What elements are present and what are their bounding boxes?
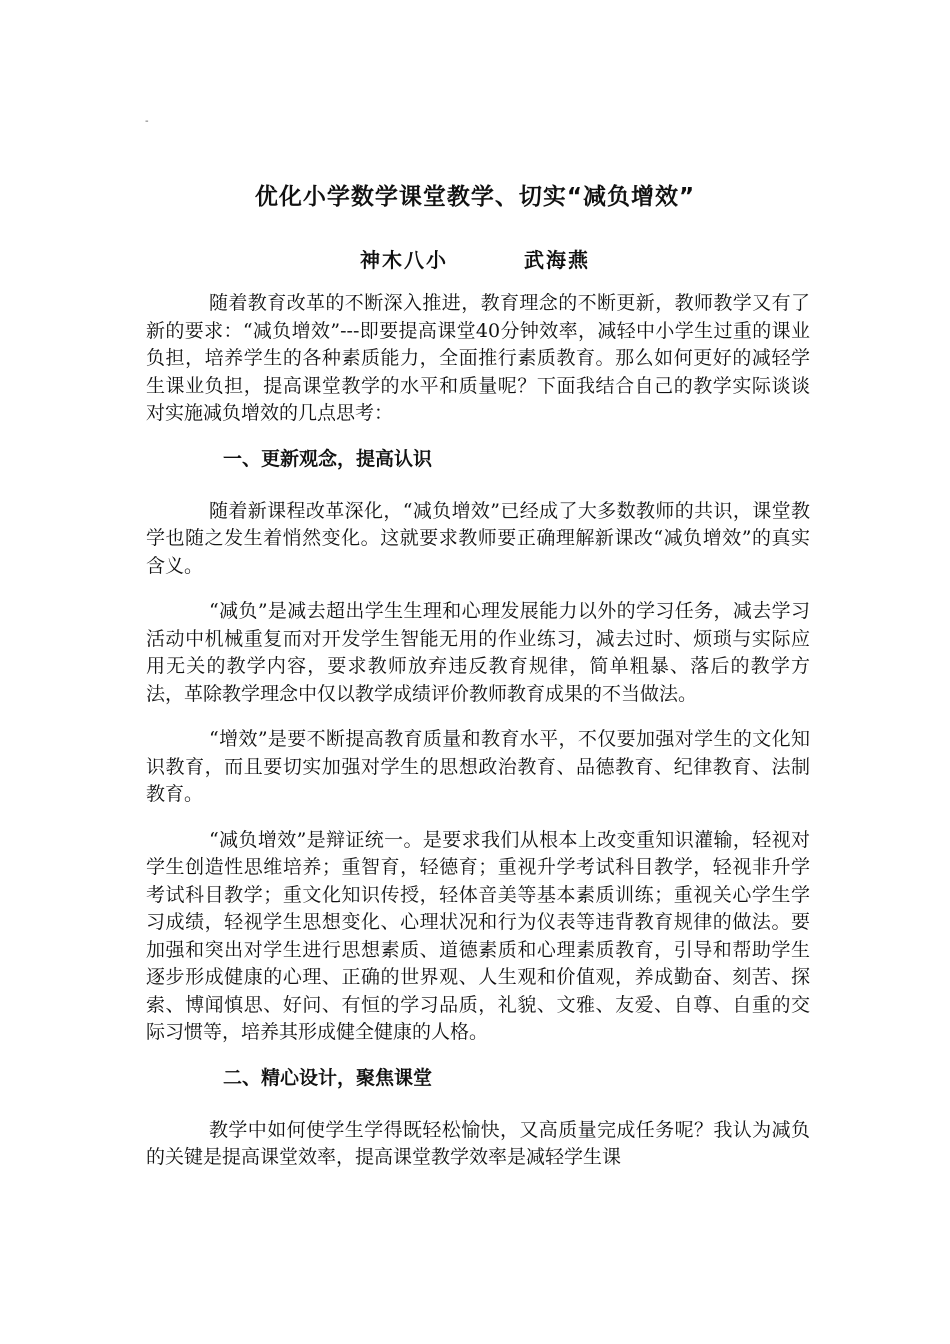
section1-paragraph: “减负增效”是辩证统一。是要求我们从根本上改变重知识灌输，轻视对学生创造性思维培养；重智育，轻德育；重视升学考试科目教学，轻视非升学考试科目教学；重文化知识传授，轻体音美等基本素质训练；重视关心学生学习成绩，轻视学生思想变化、心理状况和行为仪表等违背教育规律的做法。要加强和突出对学生进行思想素质、道德素质和心理素质教育，引导和帮助学生逐步形成健康的心理、正确的世界观、人生观和价值观，养成勤奋、刻苦、探索、博闻慎思、好问、有恒的学习品质，礼貌、文雅、友爱、自尊、自重的交际习惯等，培养其形成健全健康的人格。	[146, 828, 810, 1043]
section-heading-2: 二、精心设计，聚焦课堂	[223, 1066, 433, 1089]
section-heading-1: 一、更新观念，提高认识	[223, 447, 433, 470]
corner-mark: -	[145, 116, 149, 127]
author-school: 神木八小	[360, 248, 448, 272]
document-title: 优化小学数学课堂教学、切实“减负增效”	[254, 184, 696, 210]
byline	[0, 244, 950, 273]
section1-paragraph: 随着新课程改革深化，“减负增效”已经成了大多数教师的共识，课堂教学也随之发生着悄然变化。这就要求教师要正确理解新课改“减负增效”的真实含义。	[146, 499, 810, 577]
section1-paragraph: “增效”是要不断提高教育质量和教育水平，不仅要加强对学生的文化知识教育，而且要切实加强对学生的思想政治教育、品德教育、纪律教育、法制教育。	[146, 728, 810, 805]
section2-paragraph: 教学中如何使学生学得既轻松愉快，又高质量完成任务呢？我认为减负的关键是提高课堂效率，提高课堂教学效率是减轻学生课	[146, 1118, 810, 1168]
document-body	[146, 290, 810, 1172]
author-name: 武海燕	[524, 248, 590, 272]
intro-paragraph: 随着教育改革的不断深入推进，教育理念的不断更新，教师教学又有了新的要求：“减负增效”---即要提高课堂40分钟效率，减轻中小学生过重的课业负担，培养学生的各种素质能力，全面推行素质教育。那么如何更好的减轻学生课业负担，提高课堂教学的水平和质量呢？下面我结合自己的教学实际谈谈对实施减负增效的几点思考：	[146, 292, 810, 424]
section1-paragraph: “减负”是减去超出学生生理和心理发展能力以外的学习任务，减去学习活动中机械重复而对开发学生智能无用的作业练习，减去过时、烦琐与实际应用无关的教学内容，要求教师放弃违反教育规律，简单粗暴、落后的教学方法，革除教学理念中仅以教学成绩评价教师教育成果的不当做法。	[146, 600, 810, 705]
